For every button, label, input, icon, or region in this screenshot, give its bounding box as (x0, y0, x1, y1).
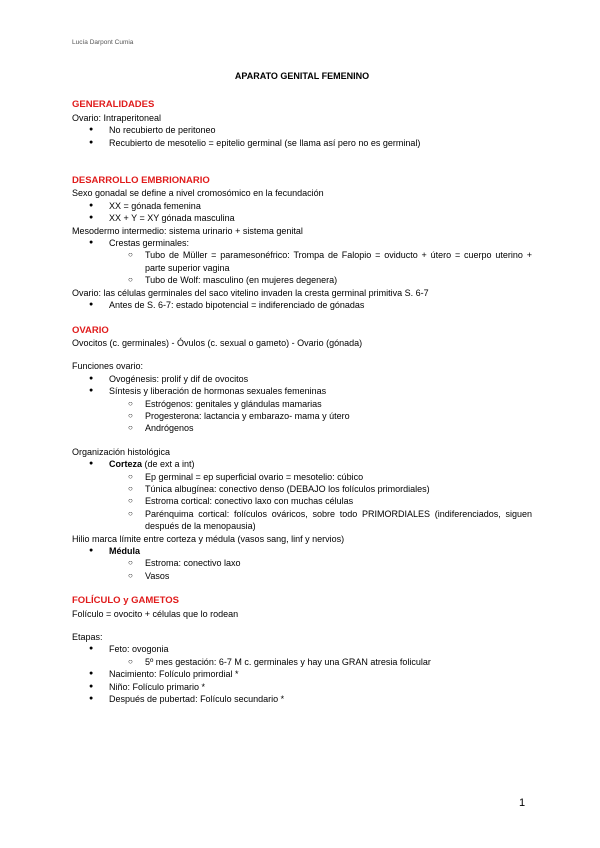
corteza-label: Corteza (109, 459, 143, 470)
medula-label: Médula (109, 546, 141, 556)
list-item: ● XX + Y = XY gónada masculina (72, 212, 532, 224)
text-line: Hilio marca límite entre corteza y médula (vasos sang, linf y nervios) (72, 533, 345, 544)
bullet-list (72, 545, 532, 557)
bullet-list (72, 643, 532, 655)
text-line: Ovario: Intraperitoneal (72, 112, 162, 123)
sub-list-item: ○ Andrógenos (72, 422, 532, 434)
list-item (72, 458, 532, 470)
list-item: ● Antes de S. 6-7: estado bipotencial = indiferenciado de gónadas (72, 299, 532, 311)
sub-list (72, 656, 532, 668)
text-line: Ovocitos (c. germinales) - Óvulos (c. sexual o gameto) - Ovario (gónada) (72, 337, 363, 348)
sub-list (72, 557, 532, 582)
document-body (72, 70, 532, 705)
corteza-note: (de ext a int) (142, 459, 195, 470)
sub-list (72, 471, 532, 533)
bullet-list (72, 124, 532, 149)
list-item: ● Niño: Folículo primario * (72, 681, 532, 693)
sub-list-item: ○ Tubo de Wolf: masculino (en mujeres degenera) (72, 274, 532, 286)
text-line: Etapas: (72, 632, 103, 643)
sub-list-item: ○ Túnica albugínea: conectivo denso (DEBAJO los folículos primordiales) (72, 483, 532, 495)
sub-list (72, 249, 532, 286)
list-item: ● No recubierto de peritoneo (72, 124, 532, 136)
text-line: Mesodermo intermedio: sistema urinario + sistema genital (72, 225, 303, 236)
sub-list-item: ○ Progesterona: lactancia y embarazo- mama y útero (72, 410, 532, 422)
heading-generalidades: GENERALIDADES (72, 99, 155, 111)
list-item: ● Ovogénesis: prolif y dif de ovocitos (72, 373, 532, 385)
list-item (72, 545, 532, 557)
list-item: ● Crestas germinales: (72, 237, 532, 249)
list-item: ● Recubierto de mesotelio = epitelio germinal (se llama así pero no es germinal) (72, 137, 532, 149)
sub-list-item: ○ Ep germinal = ep superficial ovario = mesotelio: cúbico (72, 471, 532, 483)
text-line: Funciones ovario: (72, 361, 144, 372)
sub-list-item: ○ Vasos (72, 570, 532, 582)
list-item: ● Después de pubertad: Folículo secundario * (72, 693, 532, 705)
bullet-list (72, 237, 532, 249)
list-item: ● XX = gónada femenina (72, 200, 532, 212)
bullet-list (72, 458, 532, 470)
text-line: Folículo = ovocito + células que lo rodean (72, 608, 239, 619)
bullet-list (72, 299, 532, 311)
sub-list-item: ○ Tubo de Müller = paramesonéfrico: Trompa de Falopio = oviducto + útero = cuerpo uterino + parte superior vagina (72, 249, 532, 274)
list-item: ● Feto: ovogonia (72, 643, 532, 655)
page-number: 1 (519, 797, 526, 809)
author-name: Lucía Darpont Cumia (72, 39, 134, 46)
sub-list-item: ○ 5º mes gestación: 6-7 M c. germinales y hay una GRAN atresia folicular (72, 656, 532, 668)
sub-list-item: ○ Parénquima cortical: folículos ováricos, sobre todo PRIMORDIALES (indiferenciados, siguen después de la menopausia) (72, 508, 532, 533)
sub-list-item: ○ Estroma cortical: conectivo laxo con muchas células (72, 495, 532, 507)
document-title: APARATO GENITAL FEMENINO (234, 71, 370, 81)
text-line: Ovario: las células germinales del saco vitelino invaden la cresta germinal primitiva S. 6-7 (72, 287, 429, 298)
heading-foliculo: FOLÍCULO y GAMETOS (72, 595, 179, 607)
list-item: ● Síntesis y liberación de hormonas sexuales femeninas (72, 385, 532, 397)
text-line: Sexo gonadal se define a nivel cromosómico en la fecundación (72, 188, 324, 199)
sub-list-item: ○ Estroma: conectivo laxo (72, 557, 532, 569)
sub-list (72, 398, 532, 435)
bullet-list (72, 200, 532, 225)
sub-list-item: ○ Estrógenos: genitales y glándulas mamarias (72, 398, 532, 410)
bullet-list (72, 668, 532, 705)
heading-ovario: OVARIO (72, 324, 109, 336)
list-item: ● Nacimiento: Folículo primordial * (72, 668, 532, 680)
heading-desarrollo: DESARROLLO EMBRIONARIO (72, 175, 210, 187)
text-line: Organización histológica (72, 446, 171, 457)
bullet-list (72, 373, 532, 398)
